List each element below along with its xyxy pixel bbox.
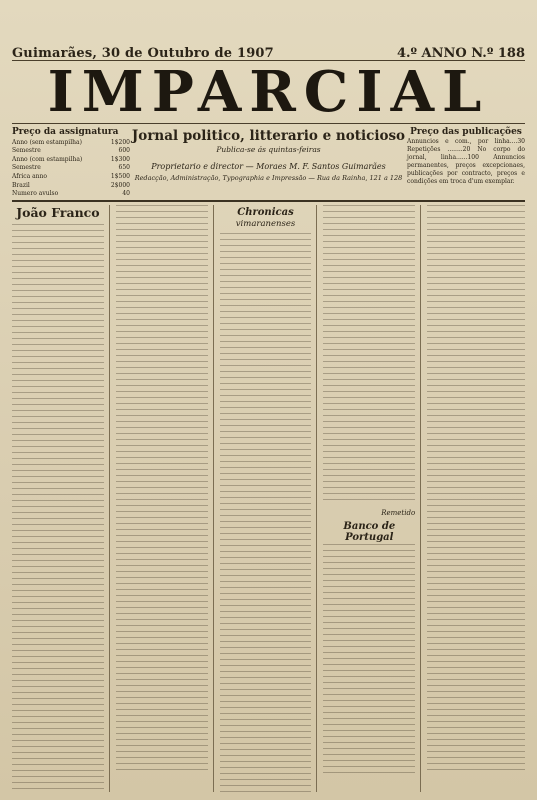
newspaper-title: IMPARCIAL: [47, 59, 490, 125]
column-3: [220, 205, 318, 792]
header-rule: [12, 200, 525, 202]
price-row: Africa anno 1$500: [12, 172, 130, 180]
article-title-banco: Banco de Portugal: [343, 521, 396, 543]
column-4: [323, 205, 421, 792]
subscription-prices: [12, 128, 130, 196]
proprietor: Proprietario e director — Moraes M. F. Santos Guimarães: [151, 162, 386, 171]
article-text-block: [323, 544, 415, 774]
article-subtitle-chronicas: vimaranenses: [235, 219, 296, 229]
publication-prices: [407, 128, 525, 196]
price-row: Brazil 2$000: [12, 181, 130, 189]
prices-heading: Preço da assignatura: [12, 127, 119, 137]
redaction-address: Redacção, Administração, Typographia e Impressão — Rua da Rainha, 121 a 128: [134, 174, 403, 182]
article-text-block: [427, 205, 525, 775]
article-signature: Remetido: [381, 509, 416, 517]
publication-heading: Preço das publicações: [410, 127, 522, 137]
price-row: Semestre 600: [12, 147, 130, 155]
place-date: Guimarães, 30 de Outubro de 1907: [12, 46, 274, 61]
article-text-block: [116, 205, 208, 775]
article-title-chronicas: Chronicas: [237, 207, 294, 218]
article-title-joao-franco: João Franco: [16, 205, 100, 220]
article-text-block: [323, 205, 415, 505]
article-text-block: [220, 233, 312, 792]
frequency: Publica-se ás quintas-feiras: [216, 145, 321, 154]
masthead-title: [12, 60, 525, 124]
article-text-block: [12, 224, 104, 792]
publication-text: Annuncios e com., por linha....30 Repetições ........20 No corpo do jornal, linha......100 Annuncios permanentes, preços excepcionaes, publicações por contracto, preços e condições em troca d'um exemplar.: [407, 138, 525, 185]
price-row: Semestre 650: [12, 164, 130, 172]
column-1: [12, 205, 110, 792]
article-columns: [12, 205, 525, 792]
price-row: Numero avulso 40: [12, 190, 130, 198]
price-row: Anno (com estampilha) 1$300: [12, 155, 130, 163]
masthead-info: [12, 128, 525, 196]
subtitle: Jornal politico, litterario e noticioso: [131, 128, 406, 144]
masthead-center: [130, 128, 407, 196]
column-5: [427, 205, 525, 792]
edition-number: 4.º ANNO N.º 188: [396, 46, 525, 61]
price-row: Anno (sem estampilha) 1$200: [12, 138, 130, 146]
column-2: [116, 205, 214, 792]
